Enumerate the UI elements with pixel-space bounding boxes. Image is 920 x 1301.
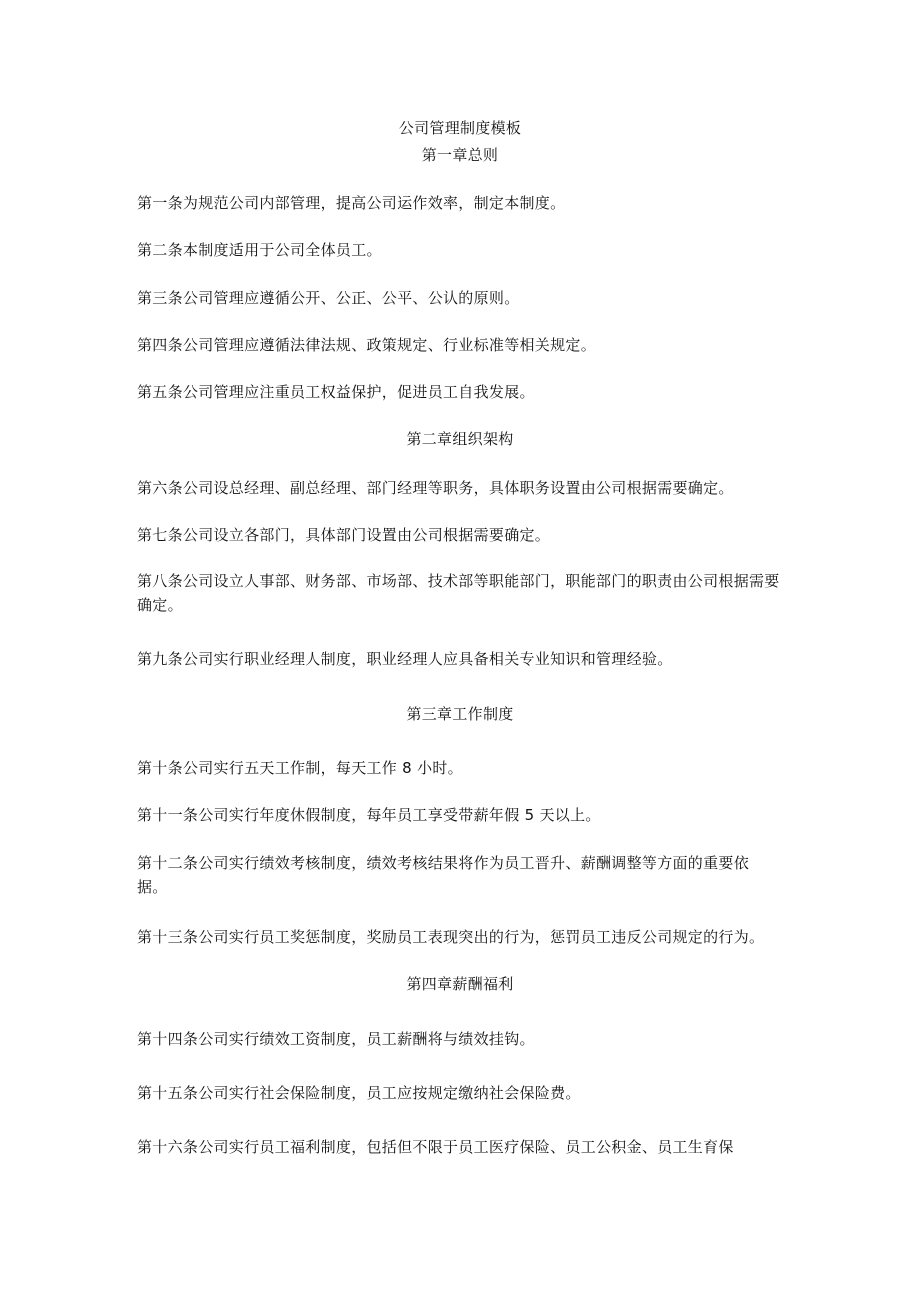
article-paragraph: 第七条公司设立各部门，具体部门设置由公司根据需要确定。 xyxy=(137,526,551,544)
article-paragraph: 第三条公司管理应遵循公开、公正、公平、公认的原则。 xyxy=(137,289,520,307)
article-paragraph: 第一条为规范公司内部管理，提高公司运作效率，制定本制度。 xyxy=(137,194,566,212)
chapter-heading: 第三章工作制度 xyxy=(406,705,514,723)
article-paragraph: 第十条公司实行五天工作制，每天工作 8 小时。 xyxy=(137,759,463,777)
article-paragraph: 第二条本制度适用于公司全体员工。 xyxy=(137,241,382,259)
chapter-heading: 第四章薪酬福利 xyxy=(406,975,514,993)
article-paragraph: 第五条公司管理应注重员工权益保护，促进员工自我发展。 xyxy=(137,383,535,401)
chapter-heading: 第二章组织架构 xyxy=(406,430,514,448)
article-paragraph-continuation: 确定。 xyxy=(137,596,183,614)
article-paragraph: 第十四条公司实行绩效工资制度，员工薪酬将与绩效挂钩。 xyxy=(137,1030,535,1048)
article-paragraph: 第九条公司实行职业经理人制度，职业经理人应具备相关专业知识和管理经验。 xyxy=(137,650,673,668)
article-paragraph-continuation: 据。 xyxy=(137,878,168,896)
chapter-heading: 第一章总则 xyxy=(421,146,499,164)
document-title: 公司管理制度模板 xyxy=(398,119,522,137)
article-paragraph: 第十五条公司实行社会保险制度，员工应按规定缴纳社会保险费。 xyxy=(137,1084,581,1102)
article-paragraph: 第四条公司管理应遵循法律法规、政策规定、行业标准等相关规定。 xyxy=(137,336,597,354)
article-paragraph: 第十一条公司实行年度休假制度，每年员工享受带薪年假 5 天以上。 xyxy=(137,806,601,824)
article-paragraph: 第十六条公司实行员工福利制度，包括但不限于员工医疗保险、员工公积金、员工生育保 xyxy=(137,1138,734,1156)
article-paragraph: 第十二条公司实行绩效考核制度，绩效考核结果将作为员工晋升、薪酬调整等方面的重要依 xyxy=(137,854,750,872)
article-paragraph: 第六条公司设总经理、副总经理、部门经理等职务，具体职务设置由公司根据需要确定。 xyxy=(137,479,734,497)
article-paragraph: 第八条公司设立人事部、财务部、市场部、技术部等职能部门，职能部门的职责由公司根据需要 xyxy=(137,572,780,590)
article-paragraph: 第十三条公司实行员工奖惩制度，奖励员工表现突出的行为，惩罚员工违反公司规定的行为。 xyxy=(137,928,765,946)
